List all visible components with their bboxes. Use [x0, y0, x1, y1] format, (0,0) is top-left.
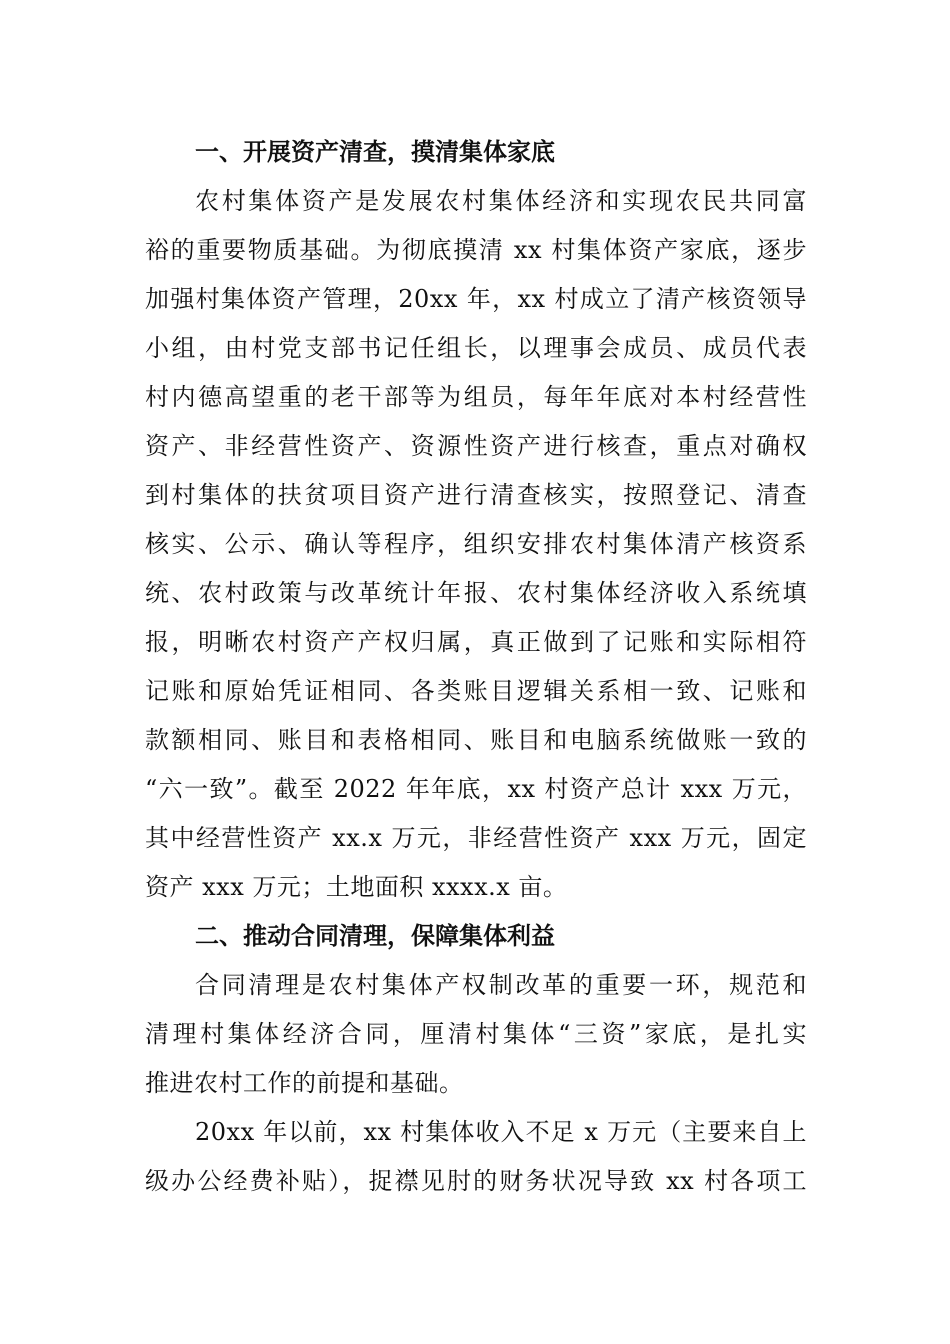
section-heading-2: 二、推动合同清理，保障集体利益: [195, 922, 555, 950]
paragraph-line: “六一致”。截至 2022 年年底，xx 村资产总计 xxx 万元，: [145, 775, 807, 803]
paragraph-line: 裕的重要物质基础。为彻底摸清 xx 村集体资产家底，逐步: [145, 236, 807, 264]
paragraph-income-history: [145, 1108, 807, 1206]
paragraph-line: 其中经营性资产 xx.x 万元，非经营性资产 xxx 万元，固定: [145, 824, 807, 852]
paragraph-line: 农村集体资产是发展农村集体经济和实现农民共同富: [195, 187, 807, 215]
paragraph-line: 记账和原始凭证相同、各类账目逻辑关系相一致、记账和: [145, 677, 807, 705]
paragraph-asset-inventory: [145, 177, 807, 912]
paragraph-line: 20xx 年以前，xx 村集体收入不足 x 万元（主要来自上: [195, 1118, 807, 1146]
paragraph-line: 推进农村工作的前提和基础。: [145, 1069, 464, 1097]
paragraph-contract-cleanup: [145, 961, 807, 1108]
paragraph-line: 到村集体的扶贫项目资产进行清查核实，按照登记、清查: [145, 481, 807, 509]
paragraph-line: 小组，由村党支部书记任组长，以理事会成员、成员代表: [145, 334, 807, 362]
paragraph-line: 报，明晰农村资产产权归属，真正做到了记账和实际相符: [145, 628, 807, 656]
paragraph-line: 村内德高望重的老干部等为组员，每年年底对本村经营性: [145, 383, 807, 411]
paragraph-line: 统、农村政策与改革统计年报、农村集体经济收入系统填: [145, 579, 807, 607]
paragraph-line: 清理村集体经济合同，厘清村集体“三资”家底，是扎实: [145, 1020, 807, 1048]
paragraph-line: 合同清理是农村集体产权制改革的重要一环，规范和: [195, 971, 807, 999]
paragraph-line: 核实、公示、确认等程序，组织安排农村集体清产核资系: [145, 530, 807, 558]
paragraph-line: 资产、非经营性资产、资源性资产进行核查，重点对确权: [145, 432, 807, 460]
paragraph-line: 资产 xxx 万元；土地面积 xxxx.x 亩。: [145, 873, 568, 901]
document-body: [145, 128, 807, 1206]
paragraph-line: 级办公经费补贴），捉襟见肘的财务状况导致 xx 村各项工: [145, 1167, 807, 1195]
paragraph-line: 款额相同、账目和表格相同、账目和电脑系统做账一致的: [145, 726, 807, 754]
section-heading-1: 一、开展资产清查，摸清集体家底: [195, 138, 555, 166]
paragraph-line: 加强村集体资产管理，20xx 年，xx 村成立了清产核资领导: [145, 285, 807, 313]
